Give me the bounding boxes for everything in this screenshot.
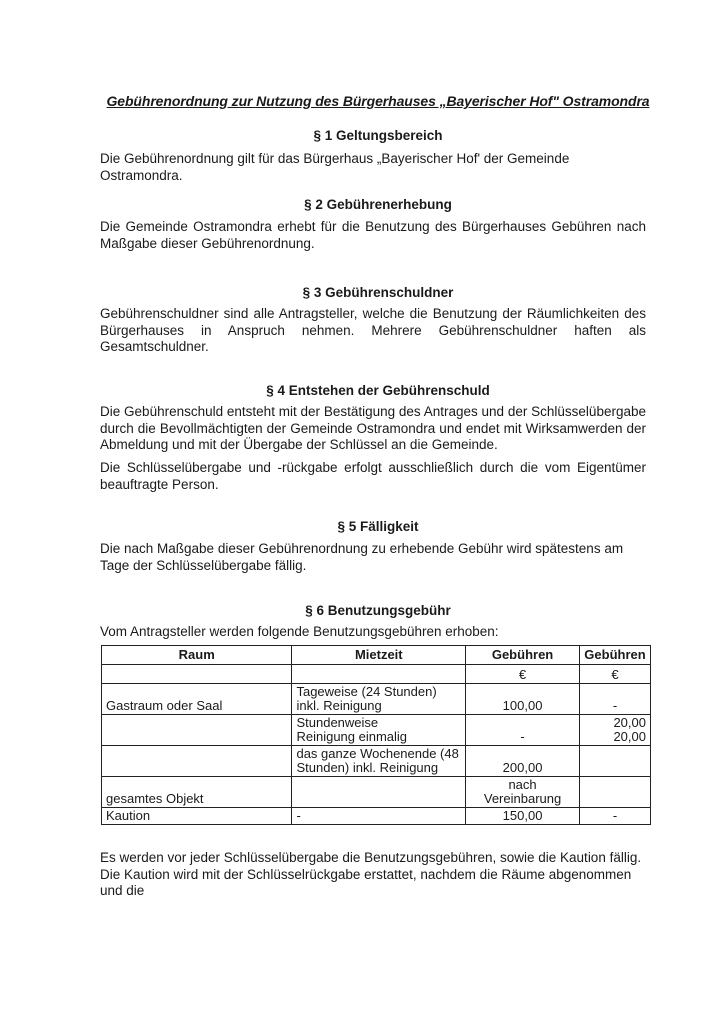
cell-raum: gesamtes Objekt	[102, 777, 292, 808]
cell-mietzeit-line-1: Stundenweise	[296, 715, 379, 730]
cell-gebuehr-1: -	[466, 715, 580, 746]
cell-raum: Kaution	[102, 808, 292, 825]
section-4-text-2: Die Schlüsselübergabe und -rückgabe erfolgt ausschließlich durch die vom Eigentümer beauftragte Person.	[100, 460, 646, 492]
section-5-text: Die nach Maßgabe dieser Gebührenordnung zu erhebende Gebühr wird spätestens am Tage der Schlüsselübergabe fällig.	[100, 541, 624, 573]
cell-gebuehr-1: 200,00	[466, 746, 580, 777]
section-4-text-1: Die Gebührenschuld entsteht mit der Bestätigung des Antrages und der Schlüsselübergabe durch die Bevollmächtigten der Gemeinde Ostramondra und endet mit Wirksamwerden der Abmeldung und mit der Übergabe der Schlüssel an die Gemeinde.	[100, 404, 646, 452]
unit-euro-2: €	[579, 665, 650, 684]
header-mietzeit: Mietzeit	[292, 646, 466, 665]
cell-mietzeit-line-2: Reinigung einmalig	[296, 729, 408, 744]
header-gebuehren-1: Gebühren	[466, 646, 580, 665]
fee-table	[101, 645, 651, 825]
section-3-heading: § 3 Gebührenschuldner	[302, 285, 454, 300]
section-6-heading: § 6 Benutzungsgebühr	[305, 603, 451, 618]
cell-gebuehr-1: 100,00	[466, 684, 580, 715]
closing-paragraph: Es werden vor jeder Schlüsselübergabe die Benutzungsgebühren, sowie die Kaution fällig. Die Kaution wird mit der Schlüsselrückgabe erstattet, nachdem die Räume abgenommen und die	[100, 850, 642, 898]
cell-gebuehr-1: 150,00	[466, 808, 580, 825]
section-3-text: Gebührenschuldner sind alle Antragsteller, welche die Benutzung der Räumlichkeiten des Bürgerhauses in Anspruch nehmen. Mehrere Gebührenschuldner haften als Gesamtschuldner.	[100, 306, 646, 354]
cell-gebuehr-2: -	[579, 684, 650, 715]
table-header-row	[102, 646, 651, 665]
cell-mietzeit: das ganze Wochenende (48 Stunden) inkl. Reinigung	[292, 746, 466, 777]
unit-mietzeit	[292, 665, 466, 684]
section-2-text: Die Gemeinde Ostramondra erhebt für die Benutzung des Bürgerhauses Gebühren nach Maßgabe dieser Gebührenordnung.	[100, 219, 646, 251]
cell-raum: Gastraum oder Saal	[102, 684, 292, 715]
table-row	[102, 746, 651, 777]
cell-gebuehr-2	[579, 715, 650, 746]
cell-gebuehr-2-line-1: 20,00	[613, 715, 646, 730]
table-row	[102, 684, 651, 715]
cell-mietzeit: -	[292, 808, 466, 825]
cell-raum	[102, 746, 292, 777]
header-raum: Raum	[102, 646, 292, 665]
section-2-heading: § 2 Gebührenerhebung	[304, 197, 452, 212]
table-unit-row	[102, 665, 651, 684]
section-1-text: Die Gebührenordnung gilt für das Bürgerhaus „Bayerischer Hof' der Gemeinde Ostramondra.	[100, 151, 570, 183]
section-1-heading: § 1 Geltungsbereich	[313, 128, 443, 143]
document-title: Gebührenordnung zur Nutzung des Bürgerhauses „Bayerischer Hof" Ostramondra	[106, 93, 650, 109]
cell-gebuehr-2	[579, 777, 650, 808]
cell-gebuehr-2: -	[579, 808, 650, 825]
section-4-heading: § 4 Entstehen der Gebührenschuld	[266, 383, 490, 398]
header-gebuehren-2: Gebühren	[579, 646, 650, 665]
section-6-text: Vom Antragsteller werden folgende Benutzungsgebühren erhoben:	[100, 624, 499, 639]
cell-mietzeit	[292, 777, 466, 808]
section-5-heading: § 5 Fälligkeit	[337, 519, 419, 534]
table-row	[102, 777, 651, 808]
cell-gebuehr-2-line-2: 20,00	[613, 729, 646, 744]
cell-gebuehr-1: nach Vereinbarung	[466, 777, 580, 808]
cell-raum	[102, 715, 292, 746]
unit-raum	[102, 665, 292, 684]
table-row	[102, 808, 651, 825]
cell-mietzeit	[292, 715, 466, 746]
unit-euro-1: €	[466, 665, 580, 684]
table-row	[102, 715, 651, 746]
cell-mietzeit: Tageweise (24 Stunden) inkl. Reinigung	[292, 684, 466, 715]
cell-gebuehr-2	[579, 746, 650, 777]
